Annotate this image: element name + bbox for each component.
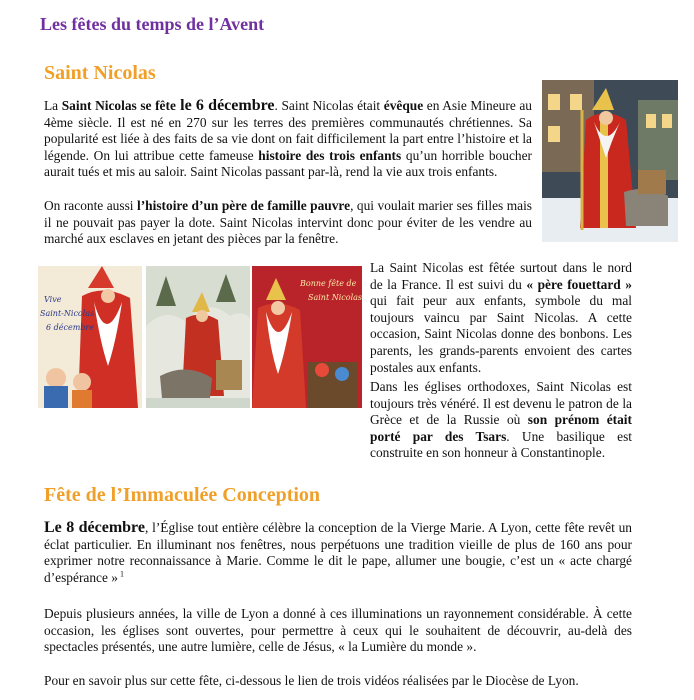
saint-nicolas-paragraph-1 [44, 98, 532, 181]
text-run: . Une basilique est construite en son honneur à Constantinople. [370, 428, 633, 461]
card3-text-bonne-fete: Bonne fête de [300, 279, 357, 288]
bold-text: Le 8 décembre [44, 519, 145, 536]
bold-text: « père fouettard » [526, 276, 632, 292]
text-run: , l’Église tout entière célèbre la conception de la Vierge Marie. A Lyon, cette fête revêt un éclat particulier. En illuminant nos fenêtres, nous perpétuons une tradition vieille de plus de 160 ans pour exprimer notre reconnaissance à Marie. Comme le dit le pape, allumer une bougie, c’est un « acte chargé d’espérance » [44, 520, 633, 585]
card1-text-date: 6 décembre [46, 323, 94, 332]
text-run: Dans les églises orthodoxes, Saint Nicolas est toujours très vénéré. Il est devenu le patron de la Grèce et de la Russie où [370, 379, 632, 428]
text-run: qu’un horrible boucher aurait tués et mis au saloir. Saint Nicolas passant par-là, rend la vie aux trois enfants. [44, 147, 532, 180]
saint-nicolas-paragraph-2 [44, 198, 532, 248]
text-run: Pour en savoir plus sur cette fête, ci-dessous le lien de trois vidéos réalisées par le Diocèse de Lyon. [44, 673, 579, 688]
text-run: . Saint Nicolas était [274, 98, 384, 113]
saint-nicolas-paragraph-4 [370, 379, 632, 462]
bold-text: le 6 décembre [175, 97, 275, 114]
text-run: On raconte aussi [44, 198, 137, 213]
card3-text-saint-nicolas: Saint Nicolas [308, 293, 362, 302]
immaculee-paragraph-2 [44, 606, 632, 656]
bold-text: évêque [383, 98, 424, 113]
postcard-saint-nicolas-donkey [146, 266, 250, 408]
saint-nicolas-paragraph-3 [370, 260, 632, 376]
text-run: 1 [117, 569, 124, 579]
section-title-immaculee-conception: Fête de l’Immaculée Conception [44, 484, 321, 506]
section-title-saint-nicolas: Saint Nicolas [44, 62, 156, 84]
card1-text-vive: Vive [44, 295, 62, 304]
text-run: qui fait peur aux enfants, symbole du mal toujours vaincu par Saint Nicolas. A cette occasion, Saint Nicolas donne des bonbons. Les parents, les grands-parents envoient des cartes postales aux enfants. [370, 293, 632, 375]
postcard-vive-saint-nicolas [38, 266, 142, 408]
saint-nicolas-donkey-picture [542, 80, 678, 242]
bold-text: son prénom était porté par des Tsars [370, 412, 632, 444]
text-run: en Asie Mineure au 4ème siècle. Il est né en 270 sur les terres des premières communautés chrétiennes. Sa popularité est liée à des faits de sa vie dont on fait difficilement la part entre l’histoire et la légende. On lui attribue cette fameuse [44, 98, 532, 163]
postcard-bonne-fete-saint-nicolas [252, 266, 362, 408]
page-title: Les fêtes du temps de l’Avent [40, 14, 265, 34]
card1-text-saint-nicolas: Saint-Nicolas [40, 309, 95, 318]
text-run: Depuis plusieurs années, la ville de Lyon a donné à ces illuminations un rayonnement considérable. À cette occasion, les églises sont ouvertes, pour permettre à ceux qui le souhaitent de découvrir, au-delà des spectacles présentés, une autre lumière, celle de Jésus, « la Lumière du monde ». [44, 606, 632, 655]
immaculee-paragraph-3 [44, 673, 632, 690]
bold-text: l’histoire d’un père de famille pauvre [137, 198, 351, 213]
immaculee-paragraph-1 [44, 520, 632, 586]
text-run: , qui voulait marier ses filles mais il ne pouvait pas payer la dote. Saint Nicolas intervint donc pour éviter de les vendre au marché aux esclaves en jetant des pièces par la fenêtre. [44, 198, 533, 247]
bold-text: histoire des trois enfants [258, 147, 402, 163]
text-run: La Saint Nicolas est fêtée surtout dans le nord de la France. Il est suivi du [370, 260, 632, 292]
text-run: La [44, 98, 62, 113]
bold-text: Saint Nicolas se fête [61, 98, 176, 113]
